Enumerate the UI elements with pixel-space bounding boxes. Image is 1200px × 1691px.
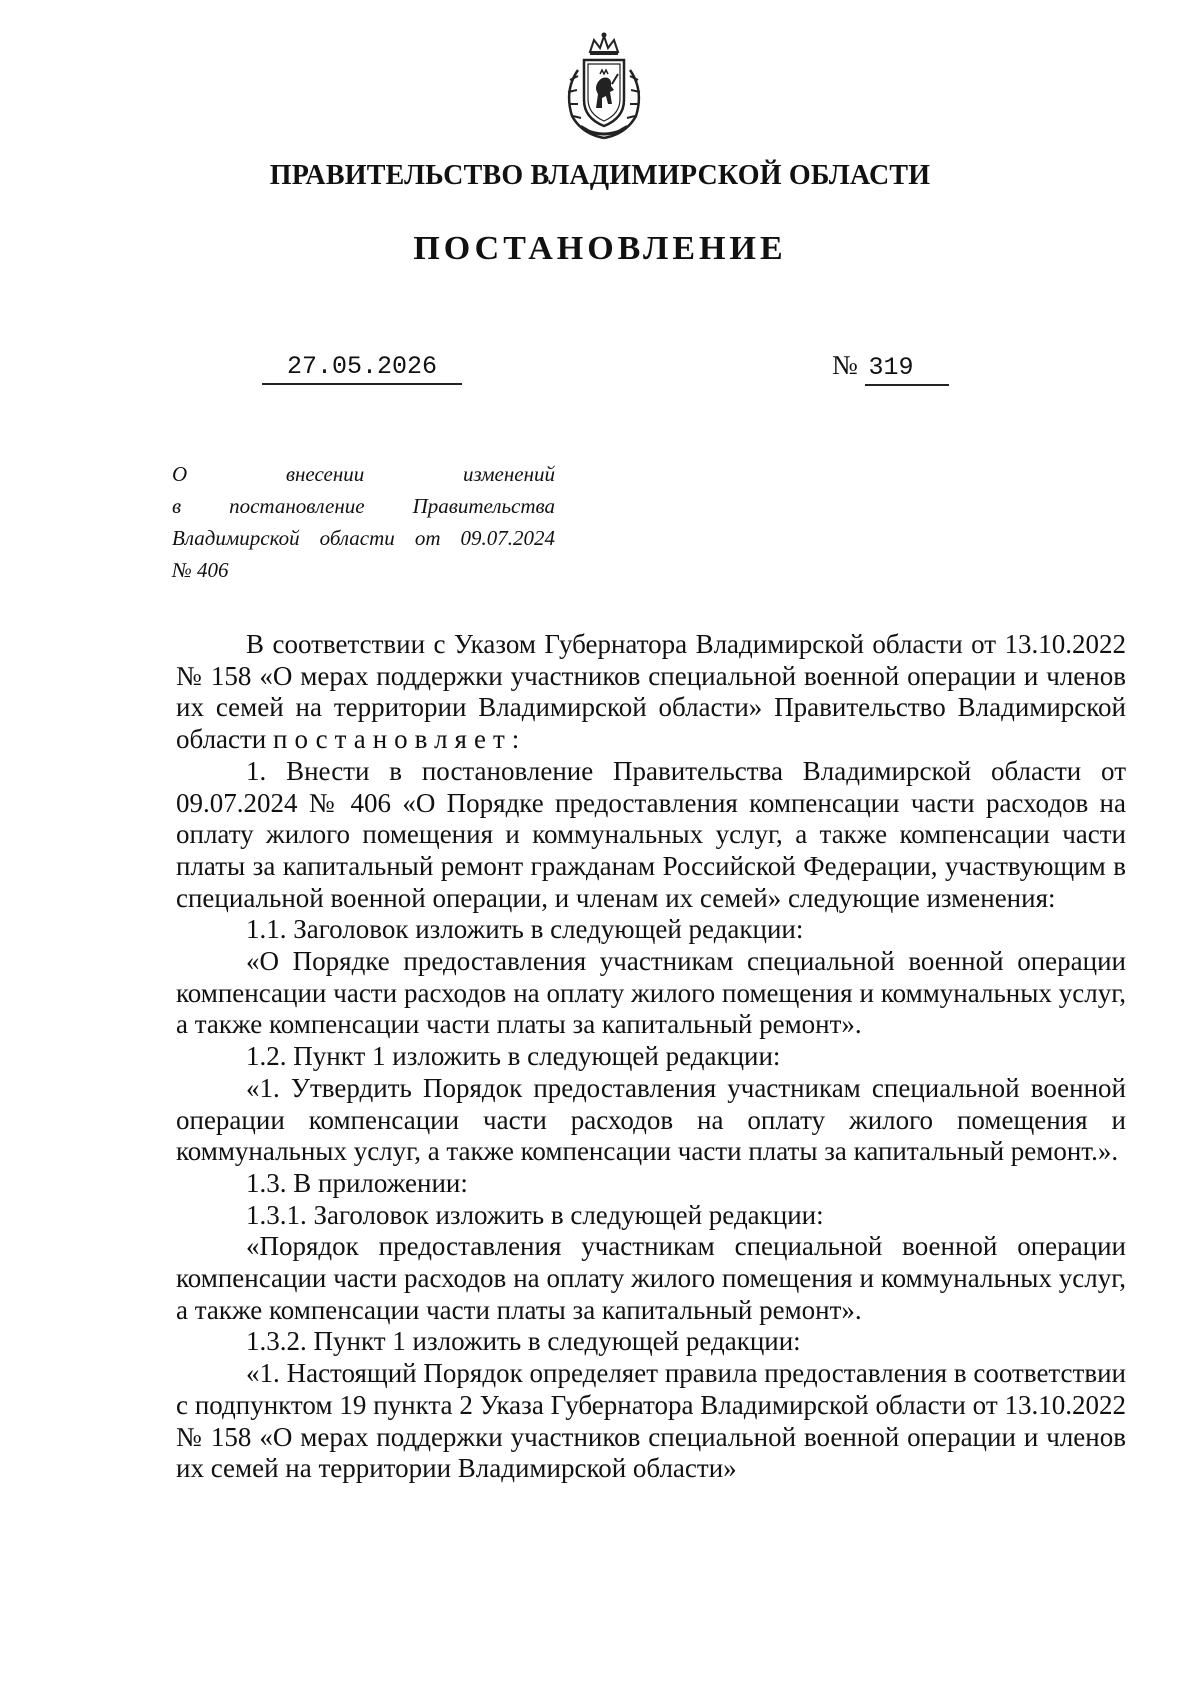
preamble-paragraph: [176, 629, 1126, 756]
body-paragraph: 1.3.2. Пункт 1 изложить в следующей редакции:: [246, 1326, 801, 1357]
number-sign: №: [832, 350, 858, 380]
preamble-text: В соответствии с Указом Губернатора Владимирской области от 13.10.2022 № 158 «О мерах поддержки участников специальной военной операции и членов их семей на территории Владимирской области» Правительство Владимирской области: [176, 629, 1126, 755]
organization-title: ПРАВИТЕЛЬСТВО ВЛАДИМИРСКОЙ ОБЛАСТИ: [269, 160, 931, 191]
body-paragraph: 1.3.1. Заголовок изложить в следующей редакции:: [246, 1199, 824, 1230]
resolves-word: постановляет: [273, 724, 512, 755]
document-subject: [172, 458, 555, 586]
document-date: 27.05.2026: [262, 352, 462, 385]
coat-of-arms-icon: [556, 30, 652, 142]
document-body: [176, 629, 1126, 1485]
body-paragraph: 1.2. Пункт 1 изложить в следующей редакции:: [246, 1041, 781, 1072]
body-paragraph: 1. Внести в постановление Правительства Владимирской области от 09.07.2024 № 406 «О Порядке предоставления компенсации части расходов на оплату жилого помещения и коммунальных услуг, а также компенсации части платы за капитальный ремонт гражданам Российской Федерации, участвующим в специальной военной операции, и членам их семей» следующие изменения:: [176, 755, 1126, 913]
body-paragraph: 1.3. В приложении:: [246, 1167, 468, 1198]
body-paragraph: «О Порядке предоставления участникам специальной военной операции компенсации части расходов на оплату жилого помещения и коммунальных услуг, а также компенсации части платы за капитальный ремонт».: [176, 946, 1126, 1040]
resolves-colon: :: [511, 724, 520, 755]
body-paragraph: «1. Утвердить Порядок предоставления участникам специальной военной операции компенсации части расходов на оплату жилого помещения и коммунальных услуг, а также компенсации части платы за капитальный ремонт.».: [176, 1072, 1126, 1167]
number-value: 319: [865, 353, 949, 386]
subject-line: Владимирской области от 09.07.2024: [172, 526, 555, 550]
subject-line: в постановление Правительства: [172, 494, 555, 518]
body-paragraph: «1. Настоящий Порядок определяет правила предоставления в соответствии с подпунктом 19 пункта 2 Указа Губернатора Владимирской области от 13.10.2022 № 158 «О мерах поддержки участников специальной военной операции и членов их семей на территории Владимирской области»: [176, 1358, 1126, 1484]
document-type-title: ПОСТАНОВЛЕНИЕ: [413, 230, 787, 267]
document-number: [832, 350, 949, 386]
body-paragraph: «Порядок предоставления участникам специальной военной операции компенсации части расходов на оплату жилого помещения и коммунальных услуг, а также компенсации части платы за капитальный ремонт».: [176, 1231, 1126, 1325]
subject-line: О внесении изменений: [172, 462, 555, 486]
subject-line: № 406: [172, 558, 229, 582]
body-paragraph: 1.1. Заголовок изложить в следующей редакции:: [246, 914, 804, 945]
